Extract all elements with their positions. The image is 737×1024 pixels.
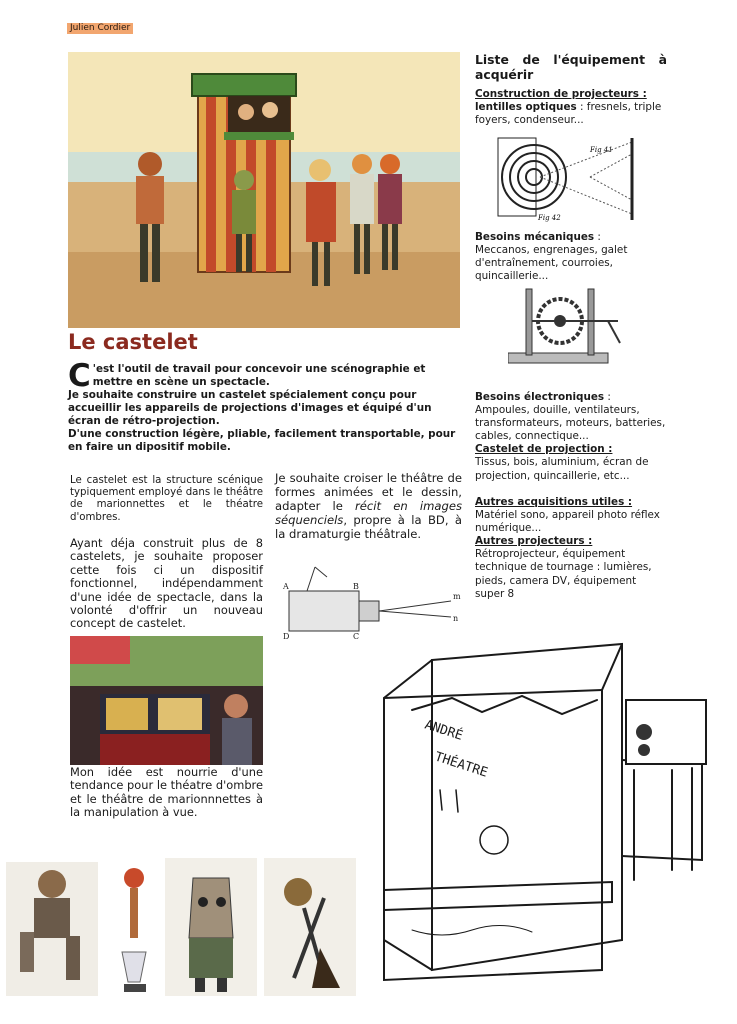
puppet-photo-3 [165,858,257,996]
svg-text:m: m [453,592,461,601]
lens-fig-label-a: Fig 41 [590,146,613,154]
column2-paragraph [275,471,462,541]
lens-figure-art [494,134,650,224]
shadow-theatre-photo-art [70,636,263,765]
author-tag: Julien Cordier [67,23,133,34]
proj-text: Rétroprojecteur, équipement technique de tournage : lumières, pieds, camera DV, équipement super 8 [475,548,652,600]
sketch-sign-andre: ANDRÉ [422,717,465,744]
column2-text-before: Je souhaite croiser le théâtre de formes animées et le dessin, adapter le [275,471,462,513]
gear-machine-figure [508,283,628,373]
puppet-art-4 [264,858,356,996]
proj-heading: Autres projecteurs : [475,535,593,548]
meca-text: Meccanos, engrenages, galet d'entraînement, courroies, quincaillerie... [475,244,628,283]
intro-line-2: Je souhaite construire un castelet spécialement conçu pour accueillir les appareils de projections d'images et équipé d'un écran de rétro-projection. [68,389,432,427]
column1-paragraph-2: Ayant déja construit plus de 8 castelets, je souhaite proposer cette fois ci un dispositif fonctionnel, indépendamment d'une idée de spectacle, dans la volonté d'offrir un nouveau concept de castelet. [70,536,263,631]
puppet-photo-1 [6,862,98,996]
puppet-art-2 [106,862,160,996]
column2-emphasis: récit en images séquenciels [275,499,462,527]
page-title: Le castelet [68,330,198,354]
autres-text: Matériel sono, appareil photo réflex numérique... [475,509,660,535]
autres-heading: Autres acquisitions utiles : [475,496,633,508]
lens-figure [494,134,650,224]
puppet-photo-4 [264,858,356,996]
column1-paragraph-3: Mon idée est nourrie d'une tendance pour le théatre d'ombre et le théâtre de marionnnettes à la manipulation à vue. [70,765,263,820]
projecteurs-bold: lentilles optiques [475,101,577,114]
lens-fig-label-b: Fig 42 [538,214,561,222]
svg-text:D: D [283,632,290,641]
castelet-beach-painting [68,52,460,328]
elec-block [475,391,667,483]
intro-line-3: D'une construction légère, pliable, facilement transportable, pour en faire un dipositif mobile. [68,428,456,453]
projection-diagram-art [281,561,461,643]
meca-colon: : [594,231,601,243]
meca-block [475,231,667,283]
puppet-art-1 [6,862,98,996]
intro-dropcap: C [68,358,91,394]
castelet-sketch [372,640,732,1000]
elec-text: Ampoules, douille, ventilateurs, transformateurs, moteurs, batteries, cables, connectique... [475,404,666,443]
column1-paragraph-1: Le castelet est la structure scénique typiquement employé dans le théâtre de marionnettes et le théatre d'ombres. [70,475,263,523]
svg-text:B: B [353,582,359,591]
projecteurs-block [475,88,667,127]
equipment-heading: Liste de l'équipement à acquérir [475,52,667,82]
castelet-sketch-art [372,640,732,1000]
equipment-heading-block [475,52,667,82]
puppet-art-3 [165,858,257,996]
projecteurs-heading: Construction de projecteurs : [475,88,647,100]
meca-heading: Besoins mécaniques [475,231,595,243]
sketch-sign-theatre: THÉATRE [432,749,490,781]
intro-block [68,358,460,454]
castelet-heading: Castelet de projection : [475,443,613,456]
svg-text:A: A [283,582,289,591]
gear-machine-art [508,283,628,373]
svg-text:n: n [453,614,459,623]
shadow-theatre-photo [70,636,263,765]
projection-diagram [281,561,461,643]
elec-heading: Besoins électroniques [475,391,605,403]
puppet-photo-2 [106,862,160,996]
hero-illustration [68,52,460,328]
autres-block [475,496,667,601]
projecteurs-text: : fresnels, triple foyers, condenseur... [475,101,662,127]
intro-line-1: 'est l'outil de travail pour concevoir une scénographie et mettre en scène un spectacle. [92,363,426,388]
elec-colon: : [604,391,611,403]
castelet-text: Tissus, bois, aluminium, écran de projection, quincaillerie, etc... [475,456,649,482]
column2-text-after: , propre à la BD, à la dramaturgie théâtrale. [275,513,462,541]
svg-text:C: C [353,632,360,641]
